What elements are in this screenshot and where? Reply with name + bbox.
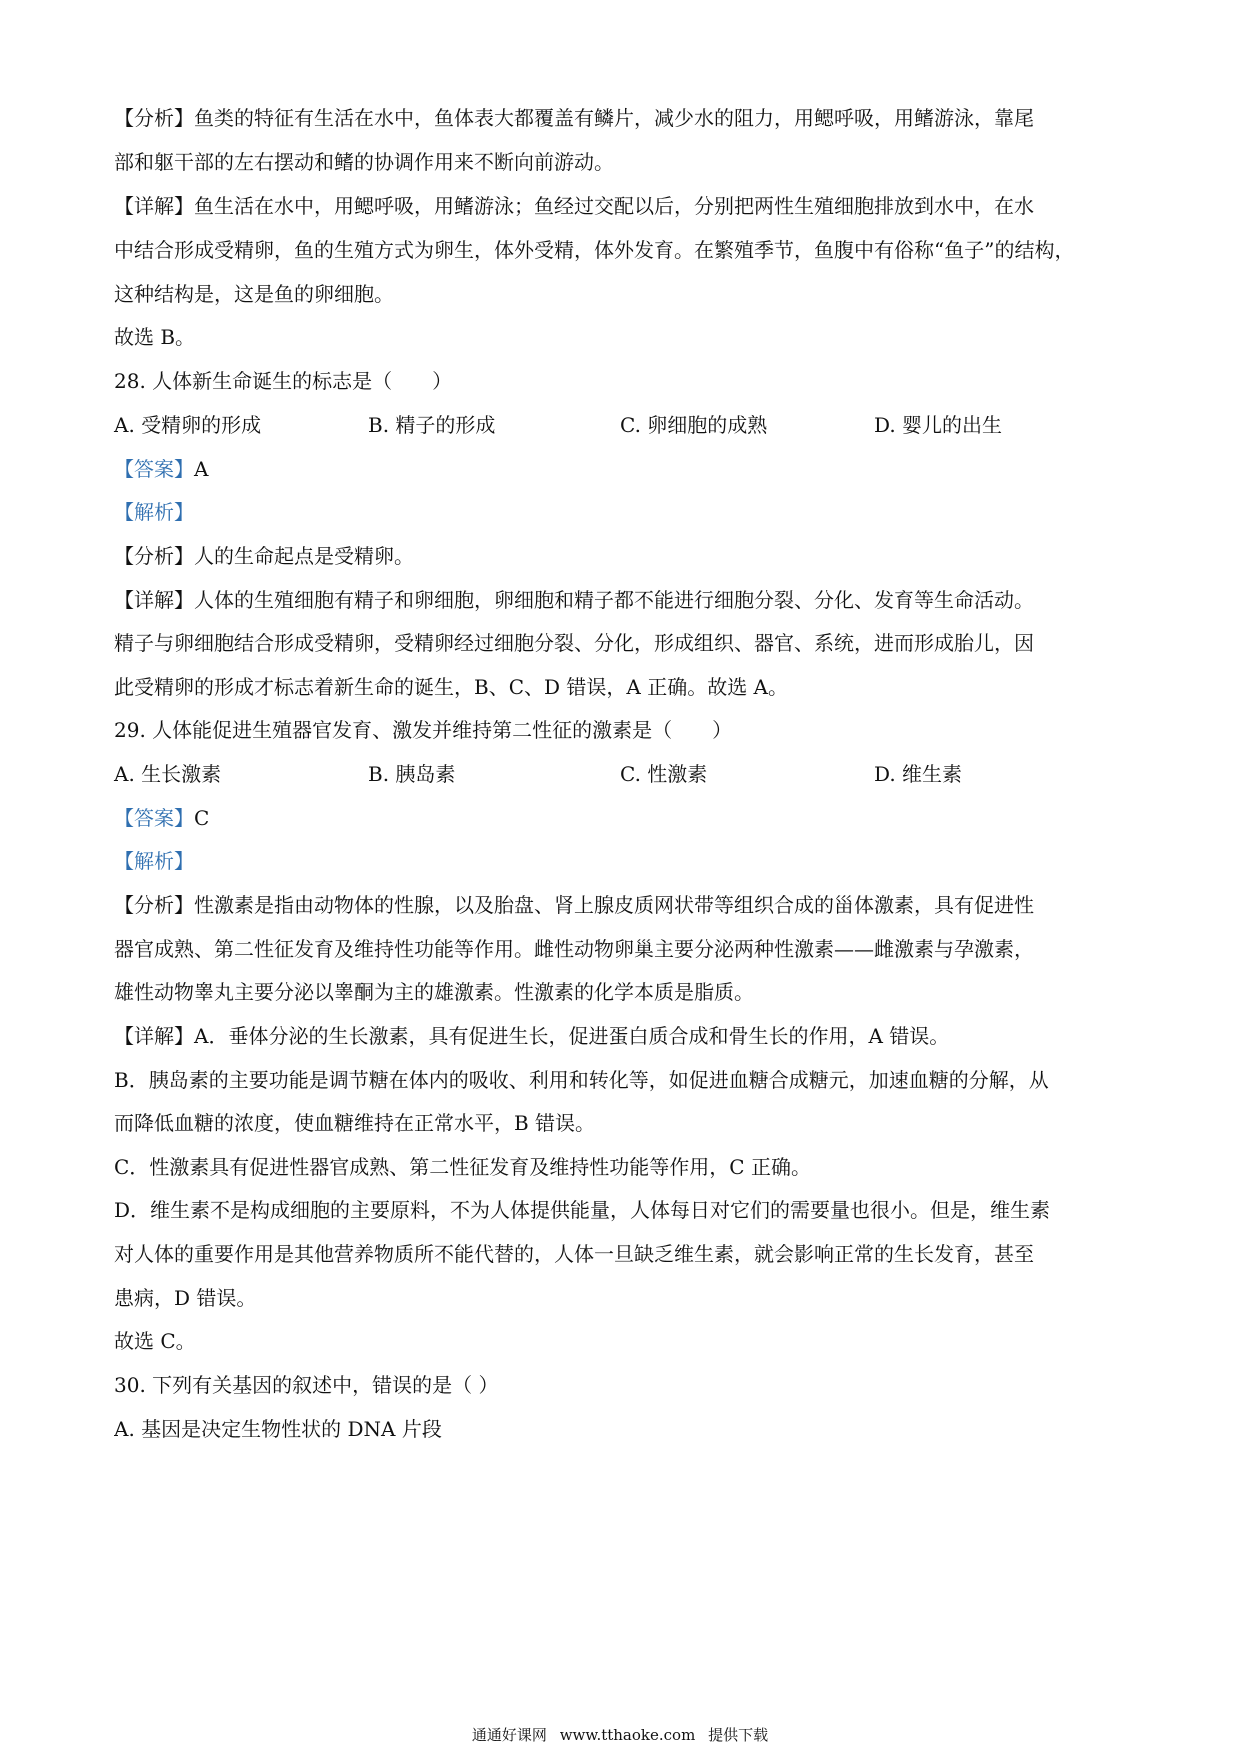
detail-line-2: 中结合形成受精卵，鱼的生殖方式为卵生，体外受精，体外发育。在繁殖季节，鱼腹中有俗称“鱼子”的结构，	[114, 238, 1075, 262]
question-30: 30. 下列有关基因的叙述中，错误的是（ ）	[114, 1373, 499, 1397]
question-28-options	[114, 411, 1134, 439]
question-28: 28. 人体新生命诞生的标志是（ ）	[114, 369, 453, 393]
conclusion-29: 故选 C。	[114, 1329, 196, 1353]
option-c: C. 卵细胞的成熟	[620, 413, 768, 437]
analysis-29-line-3: 雄性动物睾丸主要分泌以睾酮为主的雄激素。性激素的化学本质是脂质。	[114, 980, 754, 1004]
option-b: B. 胰岛素	[368, 762, 456, 786]
option-d: D. 维生素	[874, 762, 963, 786]
analysis-line-1: 【分析】鱼类的特征有生活在水中，鱼体表大都覆盖有鳞片，减少水的阻力，用鳃呼吸，用鳍游泳，靠尾	[114, 106, 1034, 130]
detail-29-d-line-1: D．维生素不是构成细胞的主要原料，不为人体提供能量，人体每日对它们的需要量也很小。但是，维生素	[114, 1198, 1051, 1222]
detail-28-line-2: 精子与卵细胞结合形成受精卵，受精卵经过细胞分裂、分化，形成组织、器官、系统，进而形成胎儿，因	[114, 631, 1034, 655]
answer-value: A	[194, 457, 209, 481]
question-29-options	[114, 760, 1134, 788]
answer-tag: 【答案】	[114, 806, 194, 830]
detail-line-3: 这种结构是，这是鱼的卵细胞。	[114, 282, 394, 306]
answer-value: C	[194, 806, 210, 830]
page-footer	[0, 1725, 1240, 1745]
option-a: A. 生长激素	[114, 762, 222, 786]
footer-note: 提供下载	[708, 1726, 769, 1744]
option-d: D. 婴儿的出生	[874, 413, 1003, 437]
footer-site-name: 通通好课网	[471, 1726, 547, 1744]
detail-28-line-1: 【详解】人体的生殖细胞有精子和卵细胞，卵细胞和精子都不能进行细胞分裂、分化、发育等生命活动。	[114, 588, 1034, 612]
answer-29	[114, 804, 1134, 832]
detail-29-b-line-1: B．胰岛素的主要功能是调节糖在体内的吸收、利用和转化等，如促进血糖合成糖元，加速血糖的分解，从	[114, 1068, 1049, 1092]
detail-28-line-3: 此受精卵的形成才标志着新生命的诞生，B、C、D 错误，A 正确。故选 A。	[114, 675, 788, 699]
detail-29-d-line-2: 对人体的重要作用是其他营养物质所不能代替的，人体一旦缺乏维生素，就会影响正常的生长发育，甚至	[114, 1242, 1034, 1266]
detail-29-b-line-2: 而降低血糖的浓度，使血糖维持在正常水平，B 错误。	[114, 1111, 596, 1135]
answer-28	[114, 455, 1134, 483]
detail-29-c: C．性激素具有促进性器官成熟、第二性征发育及维持性功能等作用，C 正确。	[114, 1155, 811, 1179]
conclusion-line: 故选 B。	[114, 325, 196, 349]
analysis-29-line-1: 【分析】性激素是指由动物体的性腺，以及胎盘、肾上腺皮质网状带等组织合成的甾体激素，具有促进性	[114, 893, 1034, 917]
option-c: C. 性激素	[620, 762, 708, 786]
explanation-tag-29: 【解析】	[114, 849, 194, 873]
detail-29-d-line-3: 患病，D 错误。	[114, 1286, 257, 1310]
footer-url[interactable]: www.tthaoke.com	[559, 1726, 696, 1744]
answer-tag: 【答案】	[114, 457, 194, 481]
option-a: A. 受精卵的形成	[114, 413, 262, 437]
detail-line-1: 【详解】鱼生活在水中，用鳃呼吸，用鳍游泳；鱼经过交配以后，分别把两性生殖细胞排放到水中，在水	[114, 194, 1034, 218]
detail-29-a: 【详解】A．垂体分泌的生长激素，具有促进生长，促进蛋白质合成和骨生长的作用，A 错误。	[114, 1024, 950, 1048]
question-30-option-a: A. 基因是决定生物性状的 DNA 片段	[114, 1417, 442, 1441]
option-b: B. 精子的形成	[368, 413, 496, 437]
analysis-28: 【分析】人的生命起点是受精卵。	[114, 544, 414, 568]
analysis-line-2: 部和躯干部的左右摆动和鳍的协调作用来不断向前游动。	[114, 150, 614, 174]
explanation-tag-28: 【解析】	[114, 500, 194, 524]
analysis-29-line-2: 器官成熟、第二性征发育及维持性功能等作用。雌性动物卵巢主要分泌两种性激素——雌激素与孕激素，	[114, 937, 1034, 961]
question-29: 29. 人体能促进生殖器官发育、激发并维持第二性征的激素是（ ）	[114, 718, 733, 742]
